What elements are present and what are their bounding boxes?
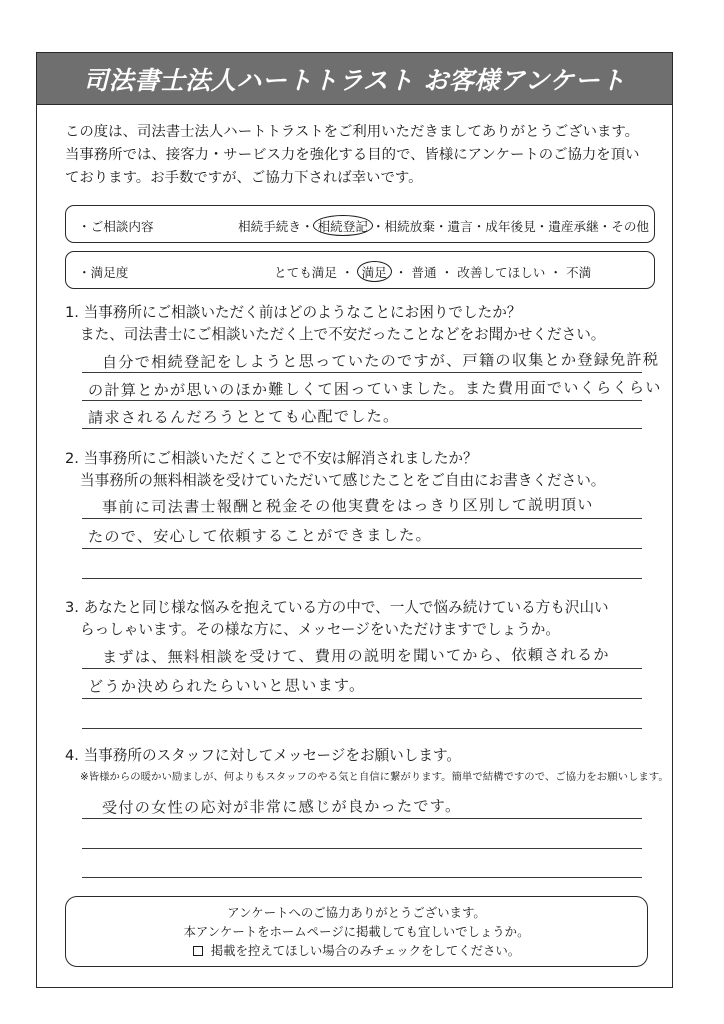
survey-title: 司法書士法人ハートトラスト お客様アンケート bbox=[83, 65, 626, 95]
separator: ・ bbox=[535, 219, 549, 234]
publish-optout-row bbox=[66, 941, 647, 960]
handwritten-answer: たので、安心して依頼することができました。 bbox=[87, 526, 432, 546]
answer-rule bbox=[82, 877, 642, 878]
handwritten-answer: の計算とかが思いのほか難しくて困っていました。また費用面でいくらくらい bbox=[87, 378, 662, 400]
consultation-option[interactable]: その他 bbox=[611, 219, 649, 234]
separator: ・ bbox=[340, 265, 354, 280]
answer-area-1[interactable] bbox=[82, 345, 662, 435]
answer-rule bbox=[82, 668, 642, 669]
separator: ・ bbox=[300, 219, 314, 234]
separator: ・ bbox=[434, 219, 448, 234]
satisfaction-option[interactable]: 不満 bbox=[566, 265, 592, 280]
consultation-option[interactable]: 相続手続き bbox=[238, 219, 301, 234]
handwritten-answer: 請求されるんだろうととても心配でした。 bbox=[87, 407, 400, 427]
separator: ・ bbox=[371, 219, 385, 234]
survey-header bbox=[37, 53, 672, 105]
intro-line: この度は、司法書士法人ハートトラストをご利用いただきましてありがとうございます。 bbox=[65, 124, 640, 140]
answer-rule bbox=[82, 372, 642, 373]
handwritten-answer: 受付の女性の応対が非常に感じが良かったです。 bbox=[101, 797, 462, 817]
consultation-options bbox=[238, 216, 649, 235]
question-1 bbox=[65, 302, 650, 346]
question-text: 当事務所の無料相談を受けていただいて感じたことをご自由にお書きください。 bbox=[80, 472, 606, 489]
separator: ・ bbox=[440, 265, 454, 280]
satisfaction-option[interactable]: とても満足 bbox=[274, 265, 337, 280]
handwritten-answer: まずは、無料相談を受けて、費用の説明を聞いてから、依頼されるか bbox=[101, 645, 610, 667]
separator: ・ bbox=[472, 219, 486, 234]
consultation-label: ・ご相談内容 bbox=[78, 219, 154, 234]
answer-area-4[interactable] bbox=[82, 791, 642, 883]
answer-rule bbox=[82, 848, 642, 849]
question-text: 1. 当事務所にご相談いただく前はどのようなことにお困りでしたか？ bbox=[65, 304, 522, 321]
answer-area-3[interactable] bbox=[82, 640, 642, 732]
consultation-option[interactable]: 遺産承継 bbox=[548, 219, 599, 234]
consultation-option[interactable]: 相続放棄 bbox=[384, 219, 435, 234]
satisfaction-option-selected[interactable]: 満足 bbox=[357, 261, 392, 282]
handwritten-answer: 事前に司法書士報酬と税金その他実費をはっきり区別して説明頂い bbox=[101, 495, 594, 517]
survey-form bbox=[36, 52, 673, 988]
answer-rule bbox=[82, 428, 642, 429]
question-4 bbox=[65, 745, 669, 785]
answer-area-2[interactable] bbox=[82, 490, 642, 582]
publish-consent-box bbox=[65, 896, 648, 967]
question-text: また、司法書士にご相談いただく上で不安だったことなどをお聞かせください。 bbox=[80, 326, 606, 343]
question-3 bbox=[65, 597, 650, 641]
satisfaction-options bbox=[274, 262, 591, 281]
consultation-box bbox=[65, 205, 655, 243]
answer-rule bbox=[82, 548, 642, 549]
consultation-option[interactable]: 成年後見 bbox=[485, 219, 536, 234]
footer-thanks: アンケートへのご協力ありがとうございます。 bbox=[227, 905, 486, 920]
satisfaction-label: ・満足度 bbox=[78, 265, 129, 280]
consultation-option-selected[interactable]: 相続登記 bbox=[313, 215, 373, 236]
handwritten-answer: どうか決められたらいいと思います。 bbox=[87, 676, 366, 696]
intro-text bbox=[65, 121, 650, 190]
answer-rule bbox=[82, 578, 642, 579]
question-note: ※皆様からの暖かい励ましが、何よりもスタッフのやる気と自信に繋がります。簡単で結構ですので、ご協力をお願いします。 bbox=[80, 771, 669, 783]
question-text: 3. あなたと同じ様な悩みを抱えている方の中で、一人で悩み続けている方も沢山い bbox=[65, 599, 609, 616]
separator: ・ bbox=[598, 219, 612, 234]
answer-rule bbox=[82, 698, 642, 699]
publish-optout-label: 掲載を控えてほしい場合のみチェックをしてください。 bbox=[210, 943, 521, 958]
handwritten-answer: 自分で相続登記をしようと思っていたのですが、戸籍の収集とか登録免許税 bbox=[101, 350, 660, 372]
satisfaction-option[interactable]: 改善してほしい bbox=[457, 265, 546, 280]
answer-rule bbox=[82, 400, 642, 401]
question-2 bbox=[65, 448, 650, 492]
question-text: 2. 当事務所にご相談いただくことで不安は解消されましたか？ bbox=[65, 450, 478, 467]
consultation-option[interactable]: 遺言 bbox=[447, 219, 473, 234]
answer-rule bbox=[82, 818, 642, 819]
answer-rule bbox=[82, 728, 642, 729]
satisfaction-option[interactable]: 普通 bbox=[411, 265, 437, 280]
satisfaction-box bbox=[65, 251, 655, 289]
answer-rule bbox=[82, 518, 642, 519]
publish-optout-checkbox[interactable] bbox=[193, 946, 203, 956]
question-text: 4. 当事務所のスタッフに対してメッセージをお願いします。 bbox=[65, 747, 461, 764]
separator: ・ bbox=[394, 265, 408, 280]
separator: ・ bbox=[549, 265, 562, 280]
intro-line: ております。お手数ですが、ご協力下されば幸いです。 bbox=[65, 170, 423, 186]
question-text: らっしゃいます。その様な方に、メッセージをいただけますでしょうか。 bbox=[80, 621, 560, 638]
intro-line: 当事務所では、接客力・サービス力を強化する目的で、皆様にアンケートのご協力を頂い bbox=[65, 147, 640, 163]
footer-question: 本アンケートをホームページに掲載しても宜しいでしょうか。 bbox=[183, 924, 530, 939]
